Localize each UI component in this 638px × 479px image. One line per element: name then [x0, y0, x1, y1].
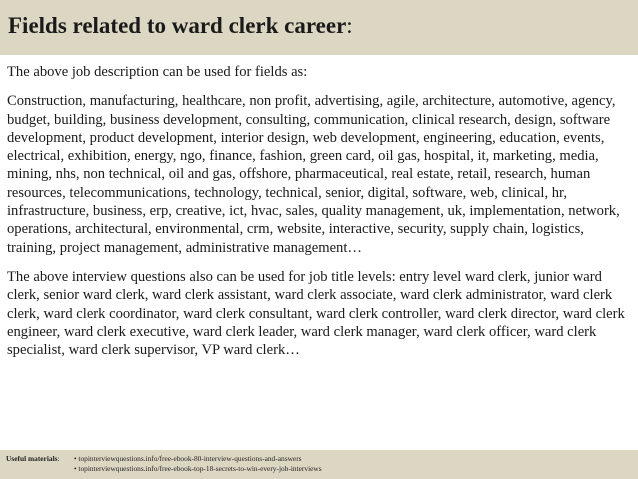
page-title-colon: :	[346, 13, 353, 38]
intro-paragraph: The above job description can be used for fields as:	[7, 64, 308, 80]
page-title	[8, 13, 353, 39]
useful-materials	[6, 454, 322, 474]
useful-material-link-1[interactable]: • topinterviewquestions.info/free-ebook-80-interview-questions-and-answers	[74, 454, 302, 463]
useful-material-link-2[interactable]: • topinterviewquestions.info/free-ebook-top-18-secrets-to-win-every-job-interviews	[74, 464, 322, 473]
useful-materials-label: Useful materials	[6, 454, 58, 463]
fields-paragraph: Construction, manufacturing, healthcare, non profit, advertising, agile, architecture, automotive, agency, budget, building, business development, consulting, communication, clinical research, design, software development, product development, interior design, web development, engineering, education, events, electrical, exhibition, energy, ngo, finance, fashion, green card, oil gas, hospital, it, marketing, media, mining, nhs, non technical, oil and gas, offshore, pharmaceutical, real estate, retail, research, human resources, telecommunications, technology, technical, senior, digital, software, web, clinical, hr, infrastructure, business, erp, creative, ict, hvac, sales, quality management, uk, implementation, network, operations, architectural, environmental, crm, website, interactive, security, supply chain, logistics, training, project management, administrative management…	[7, 93, 620, 256]
useful-materials-label-cell	[6, 454, 74, 464]
page-title-text: Fields related to ward clerk career	[8, 13, 347, 38]
job-levels-paragraph: The above interview questions also can be used for job title levels: entry level ward clerk, junior ward clerk, senior ward clerk, ward clerk assistant, ward clerk associate, ward clerk administrator, ward clerk clerk, ward clerk coordinator, ward clerk consultant, ward clerk controller, ward clerk director, ward clerk engineer, ward clerk executive, ward clerk leader, ward clerk manager, ward clerk officer, ward clerk specialist, ward clerk supervisor, VP ward clerk…	[7, 268, 625, 359]
useful-materials-row-1	[6, 454, 322, 464]
useful-materials-separator: :	[57, 454, 60, 463]
main-content	[7, 63, 633, 359]
useful-materials-row-2	[6, 464, 322, 474]
